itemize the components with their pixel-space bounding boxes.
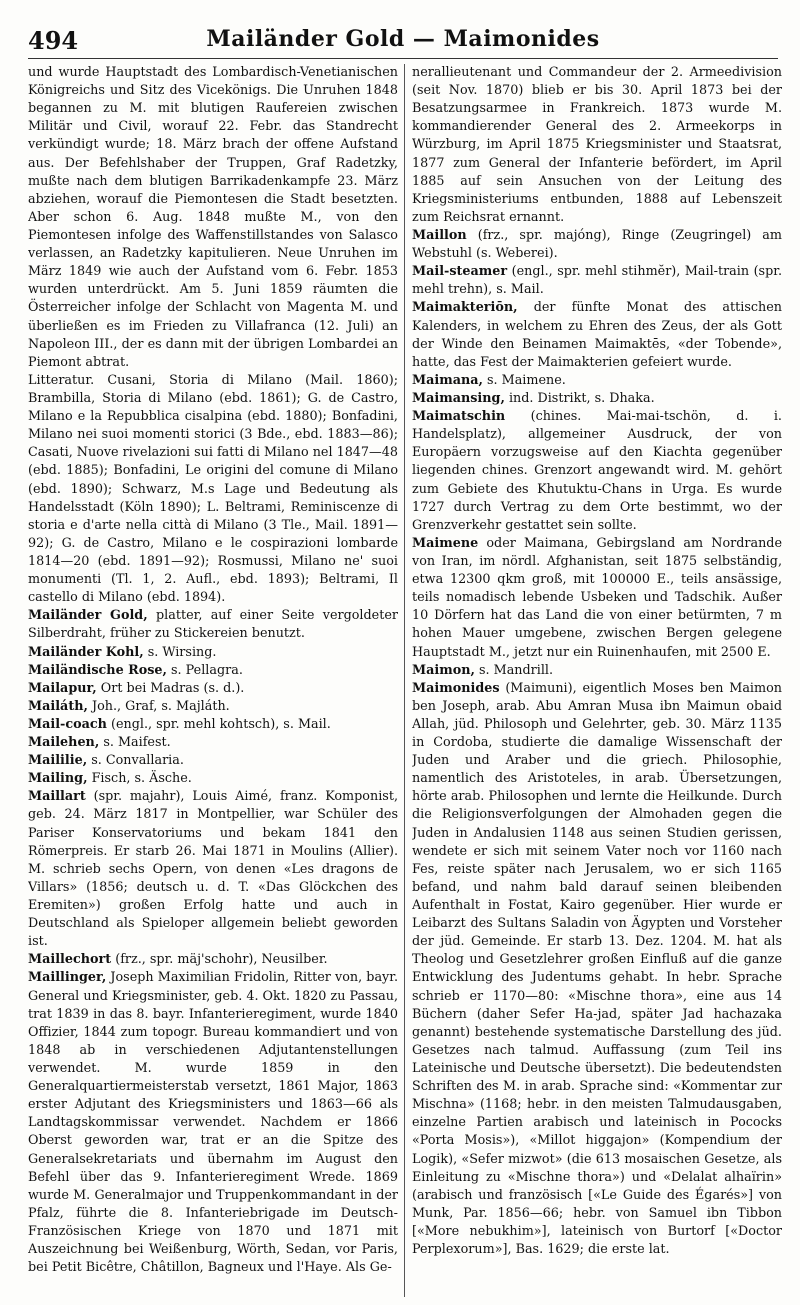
dictionary-entry [412,263,782,299]
entry-headword: Maimonides [412,680,500,696]
entry-text: (frz., spr. mäj'schohr), Neusilber. [111,952,328,968]
dictionary-entry [412,680,782,1260]
entry-headword: Mailändische Rose, [28,662,167,678]
entry-headword: Maimana, [412,372,483,388]
left-column [28,64,398,1297]
entry-text: Joh., Graf, s. Majláth. [87,698,230,714]
entry-headword: Maimansing, [412,390,505,406]
dictionary-entry [412,227,782,263]
page-number: 494 [28,26,79,55]
text-columns [28,64,782,1297]
column-divider [404,64,405,1297]
dictionary-entry [28,644,398,662]
dictionary-entry [412,390,782,408]
dictionary-entry [412,662,782,680]
dictionary-entry [28,680,398,698]
entry-headword: Maimene [412,535,479,551]
dictionary-entry [28,607,398,643]
entry-text: und wurde Hauptstadt des Lombardisch-Venetianischen Königreichs und Sitz des Vicekönigs. Die Unruhen 1848 begannen zu M. mit blutigen Raufereien zwischen Militär und Civil, worauf 22. Febr. das Standrecht verkündigt wurde; 18. März brach der offene Aufstand aus. Der Befehlshaber der Truppen, Graf Radetzky, mußte nach dem blutigen Barrikadenkampfe 23. März abziehen, worauf die Piemontesen die Stadt besetzten. Aber schon 6. Aug. 1848 mußte M., von den Piemontesen infolge des Waffenstillstandes von Salasco verlassen, an Radetzky kapitulieren. Neue Unruhen im März 1849 wie auch der Aufstand vom 6. Febr. 1853 wurden unterdrückt. Am 5. Juni 1859 räumten die Österreicher infolge der Schlacht von Magenta M. und überließen es im Frieden zu Villafranca (12. Juli) an Napoleon III., der es dann mit der übrigen Lombardei an Piemont abtrat. [28,65,398,370]
entry-text: s. Maifest. [99,735,171,751]
entry-headword: Maillon [412,227,467,243]
entry-headword: Mailehen, [28,735,100,751]
entry-headword: Maillart [28,789,86,805]
entry-text: (chines. Mai-mai-tschön, d. i. Handelsplatz), allgemeiner Ausdruck, der von Europäern vorzugsweise auf den Kiachta gegenüber liegenden chines. Grenzort angewandt wird. M. gehört zum Gebiete des Khutuktu-Chans in Urga. Es wurde 1727 durch Vertrag zu dem Orte bestimmt, wo der Grenzverkehr gestattet sein sollte. [412,409,782,533]
right-column [412,64,782,1297]
dictionary-entry [28,969,398,1277]
entry-headword: Maillechort [28,952,112,968]
entry-text: (spr. majahr), Louis Aimé, franz. Komponist, geb. 24. März 1817 in Montpellier, war Schüler des Pariser Konservatoriums und bekam 1841 den Römerpreis. Er starb 26. Mai 1871 in Moulins (Allier). M. schrieb sechs Opern, von denen «Les dragons de Villars» (1856; deutsch u. d. T. «Das Glöckchen des Eremiten») großen Erfolg hatte und auch in Deutschland als Spieloper allgemein beliebt geworden ist. [28,789,398,950]
dictionary-entry [28,770,398,788]
entry-headword: Mailing, [28,771,88,787]
entry-headword: Mailänder Kohl, [28,644,144,660]
entry-text: (frz., spr. majóng), Ringe (Zeugringel) am Webstuhl (s. Weberei). [412,227,782,262]
entry-headword: Mailapur, [28,680,97,696]
entry-text: Joseph Maximilian Fridolin, Ritter von, bayr. General und Kriegsminister, geb. 4. Okt. 1820 zu Passau, trat 1839 in das 8. bayr. Infanterieregiment, wurde 1840 Offizier, 1844 zum topogr. Bureau kommandiert und von 1848 ab in verschiedenen Adjutantenstellungen verwendet. M. wurde 1859 in den Generalquartiermeisterstab versetzt, 1861 Major, 1863 erster Adjutant des Kriegsministers und 1863—66 als Landtagskommissar verwendet. Nachdem er 1866 Oberst geworden war, trat er an die Spitze des Generalsekretariats und übernahm im August den Befehl über das 9. Infanterieregiment Wrede. 1869 wurde M. Generalmajor und Truppenkommandant in der Pfalz, führte die 8. Infanteriebrigade im Deutsch-Französischen Kriege von 1870 und 1871 mit Auszeichnung bei Weißenburg, Wörth, Sedan, vor Paris, bei Petit Bicêtre, Châtillon, Bagneux und l'Haye. Als Ge- [28,970,398,1276]
paragraph [412,64,782,227]
dictionary-entry [412,299,782,371]
entry-text: der fünfte Monat des attischen Kalenders, in welchem zu Ehren des Zeus, der als Gott der Winde den Beinamen Maimaktēs, «der Tobende», hatte, das Fest der Maimakterien gefeiert wurde. [412,300,782,370]
entry-text: (Maimuni), eigentlich Moses ben Maimon ben Joseph, arab. Abu Amran Musa ibn Maimun obaid Allah, jüd. Philosoph und Gelehrter, geb. 30. März 1135 in Cordoba, studierte die damalige Wissenschaft der Juden und Araber und die griech. Philosophie, namentlich des Aristoteles, in arab. Übersetzungen, hörte arab. Philosophen und lernte die Heilkunde. Durch die Religionsverfolgungen der Almohaden gegen die Juden in Andalusien 1148 aus seinen Studien gerissen, wendete er sich mit seinem Vater noch vor 1160 nach Fes, reiste später nach Jerusalem, wo er sich 1165 befand, und nahm bald darauf seinen bleibenden Aufenthalt in Fostat, Kairo gegenüber. Hier wurde er Leibarzt des Sultans Saladin von Ägypten und Vorsteher der jüd. Gemeinde. Er starb 13. Dez. 1204. M. hat als Theolog und Gesetzlehrer großen Einfluß auf die ganze Entwicklung des Judentums gehabt. In hebr. Sprache schrieb er 1170—80: «Mischne thora», eine aus 14 Büchern (daher Sefer Ha-jad, später Jad hachazaka genannt) bestehende systematische Darstellung des jüd. Gesetzes nach talmud. Auffassung (zum Teil ins Lateinische und Deutsche übersetzt). Die bedeutendsten Schriften des M. in arab. Sprache sind: «Kommentar zur Mischna» (1168; hebr. in den meisten Talmudausgaben, einzelne Partien arabisch und lateinisch in Pococks «Porta Mosis»), «Millot higgajon» (Kompendium der Logik), «Sefer mizwot» (die 613 mosaischen Gesetze, als Einleitung zu «Mischne thora») und «Delalat alhaïrin» (arabisch und französisch [«Le Guide des Égarés»] von Munk, Par. 1856—66; hebr. von Samuel ibn Tibbon [«More nebukhim»], lateinisch von Burtorf [«Doctor Perplexorum»], Bas. 1629; die erste lat. [412,680,782,1258]
running-title: Mailänder Gold — Maimonides [206,26,600,52]
entry-headword: Mailänder Gold, [28,608,148,624]
paragraph [28,64,398,372]
entry-text: s. Pellagra. [166,662,243,678]
entry-headword: Maillinger, [28,970,107,986]
dictionary-entry [28,752,398,770]
entry-text: ind. Distrikt, s. Dhaka. [504,390,655,406]
entry-text: Litteratur. Cusani, Storia di Milano (Mail. 1860); Brambilla, Storia di Milano (ebd. 1861); G. de Castro, Milano e la Repubblica cisalpina (ebd. 1880); Bonfadini, Milano nei suoi momenti storici (3 Bde., ebd. 1883—86); Casati, Nuove rivelazioni sui fatti di Milano nel 1847—48 (ebd. 1885); Bonfadini, Le origini del comune di Milano (ebd. 1890); Schwarz, M.s Lage und Bedeutung als Handelsstadt (Köln 1890); L. Beltrami, Reminiscenze di storia e d'arte nella città di Milano (3 Tle., Mail. 1891—92); G. de Castro, Milano e le cospirazioni lombarde 1814—20 (ebd. 1891—92); Rosmussi, Milano ne' suoi monumenti (Tl. 1, 2. Aufl., ebd. 1893); Beltrami, Il castello di Milano (ebd. 1894). [28,372,398,606]
entry-headword: Mail-coach [28,716,107,732]
entry-text: s. Convallaria. [87,753,184,769]
dictionary-entry [412,372,782,390]
entry-text: nerallieutenant und Commandeur der 2. Armeedivision (seit Nov. 1870) blieb er bis 30. April 1873 bei der Besatzungsarmee in Frankreich. 1873 wurde M. kommandierender General des 2. Armeekorps in Würzburg, im April 1875 Kriegsminister und Staatsrat, 1877 zum General der Infanterie befördert, im April 1885 auf sein Ansuchen von der Leitung des Kriegsministeriums entbunden, 1888 auf Lebenszeit zum Reichsrat ernannt. [412,65,782,225]
dictionary-entry [28,788,398,951]
entry-headword: Maimatschin [412,409,506,425]
entry-text: oder Maimana, Gebirgsland am Nordrande von Iran, im nördl. Afghanistan, seit 1875 selbständig, etwa 12300 qkm groß, mit 100000 E., teils ansässige, teils nomadisch lebende Usbeken und Tadschik. Außer 10 Dörfern hat das Land die von einer betürmten, 7 m hohen Mauer umgebene, zwischen Bergen gelegene Hauptstadt M., jetzt nur ein Ruinenhaufen, mit 2500 E. [412,535,782,660]
dictionary-entry [412,535,782,662]
entry-text: s. Mandrill. [474,662,554,678]
entry-text: Ort bei Madras (s. d.). [96,680,245,696]
entry-text: (engl., spr. mehl stihmĕr), Mail-train (spr. mehl trehn), s. Mail. [412,264,782,298]
entry-headword: Maimakteriōn, [412,300,518,316]
dictionary-entry [28,662,398,680]
dictionary-entry [28,951,398,969]
entry-headword: Mail-steamer [412,264,508,280]
paragraph [28,372,398,607]
entry-headword: Mailáth, [28,698,88,714]
page-header [28,18,778,59]
dictionary-entry [28,716,398,734]
entry-text: s. Maimene. [482,372,566,388]
entry-headword: Maililie, [28,753,88,769]
entry-text: (engl., spr. mehl kohtsch), s. Mail. [106,716,331,732]
entry-text: Fisch, s. Äsche. [87,771,192,787]
entry-text: s. Wirsing. [143,644,217,660]
dictionary-entry [28,734,398,752]
dictionary-entry [412,408,782,535]
entry-headword: Maimon, [412,662,475,678]
dictionary-entry [28,698,398,716]
entry-text: platter, auf einer Seite vergoldeter Silberdraht, früher zu Stickereien benutzt. [28,608,398,642]
